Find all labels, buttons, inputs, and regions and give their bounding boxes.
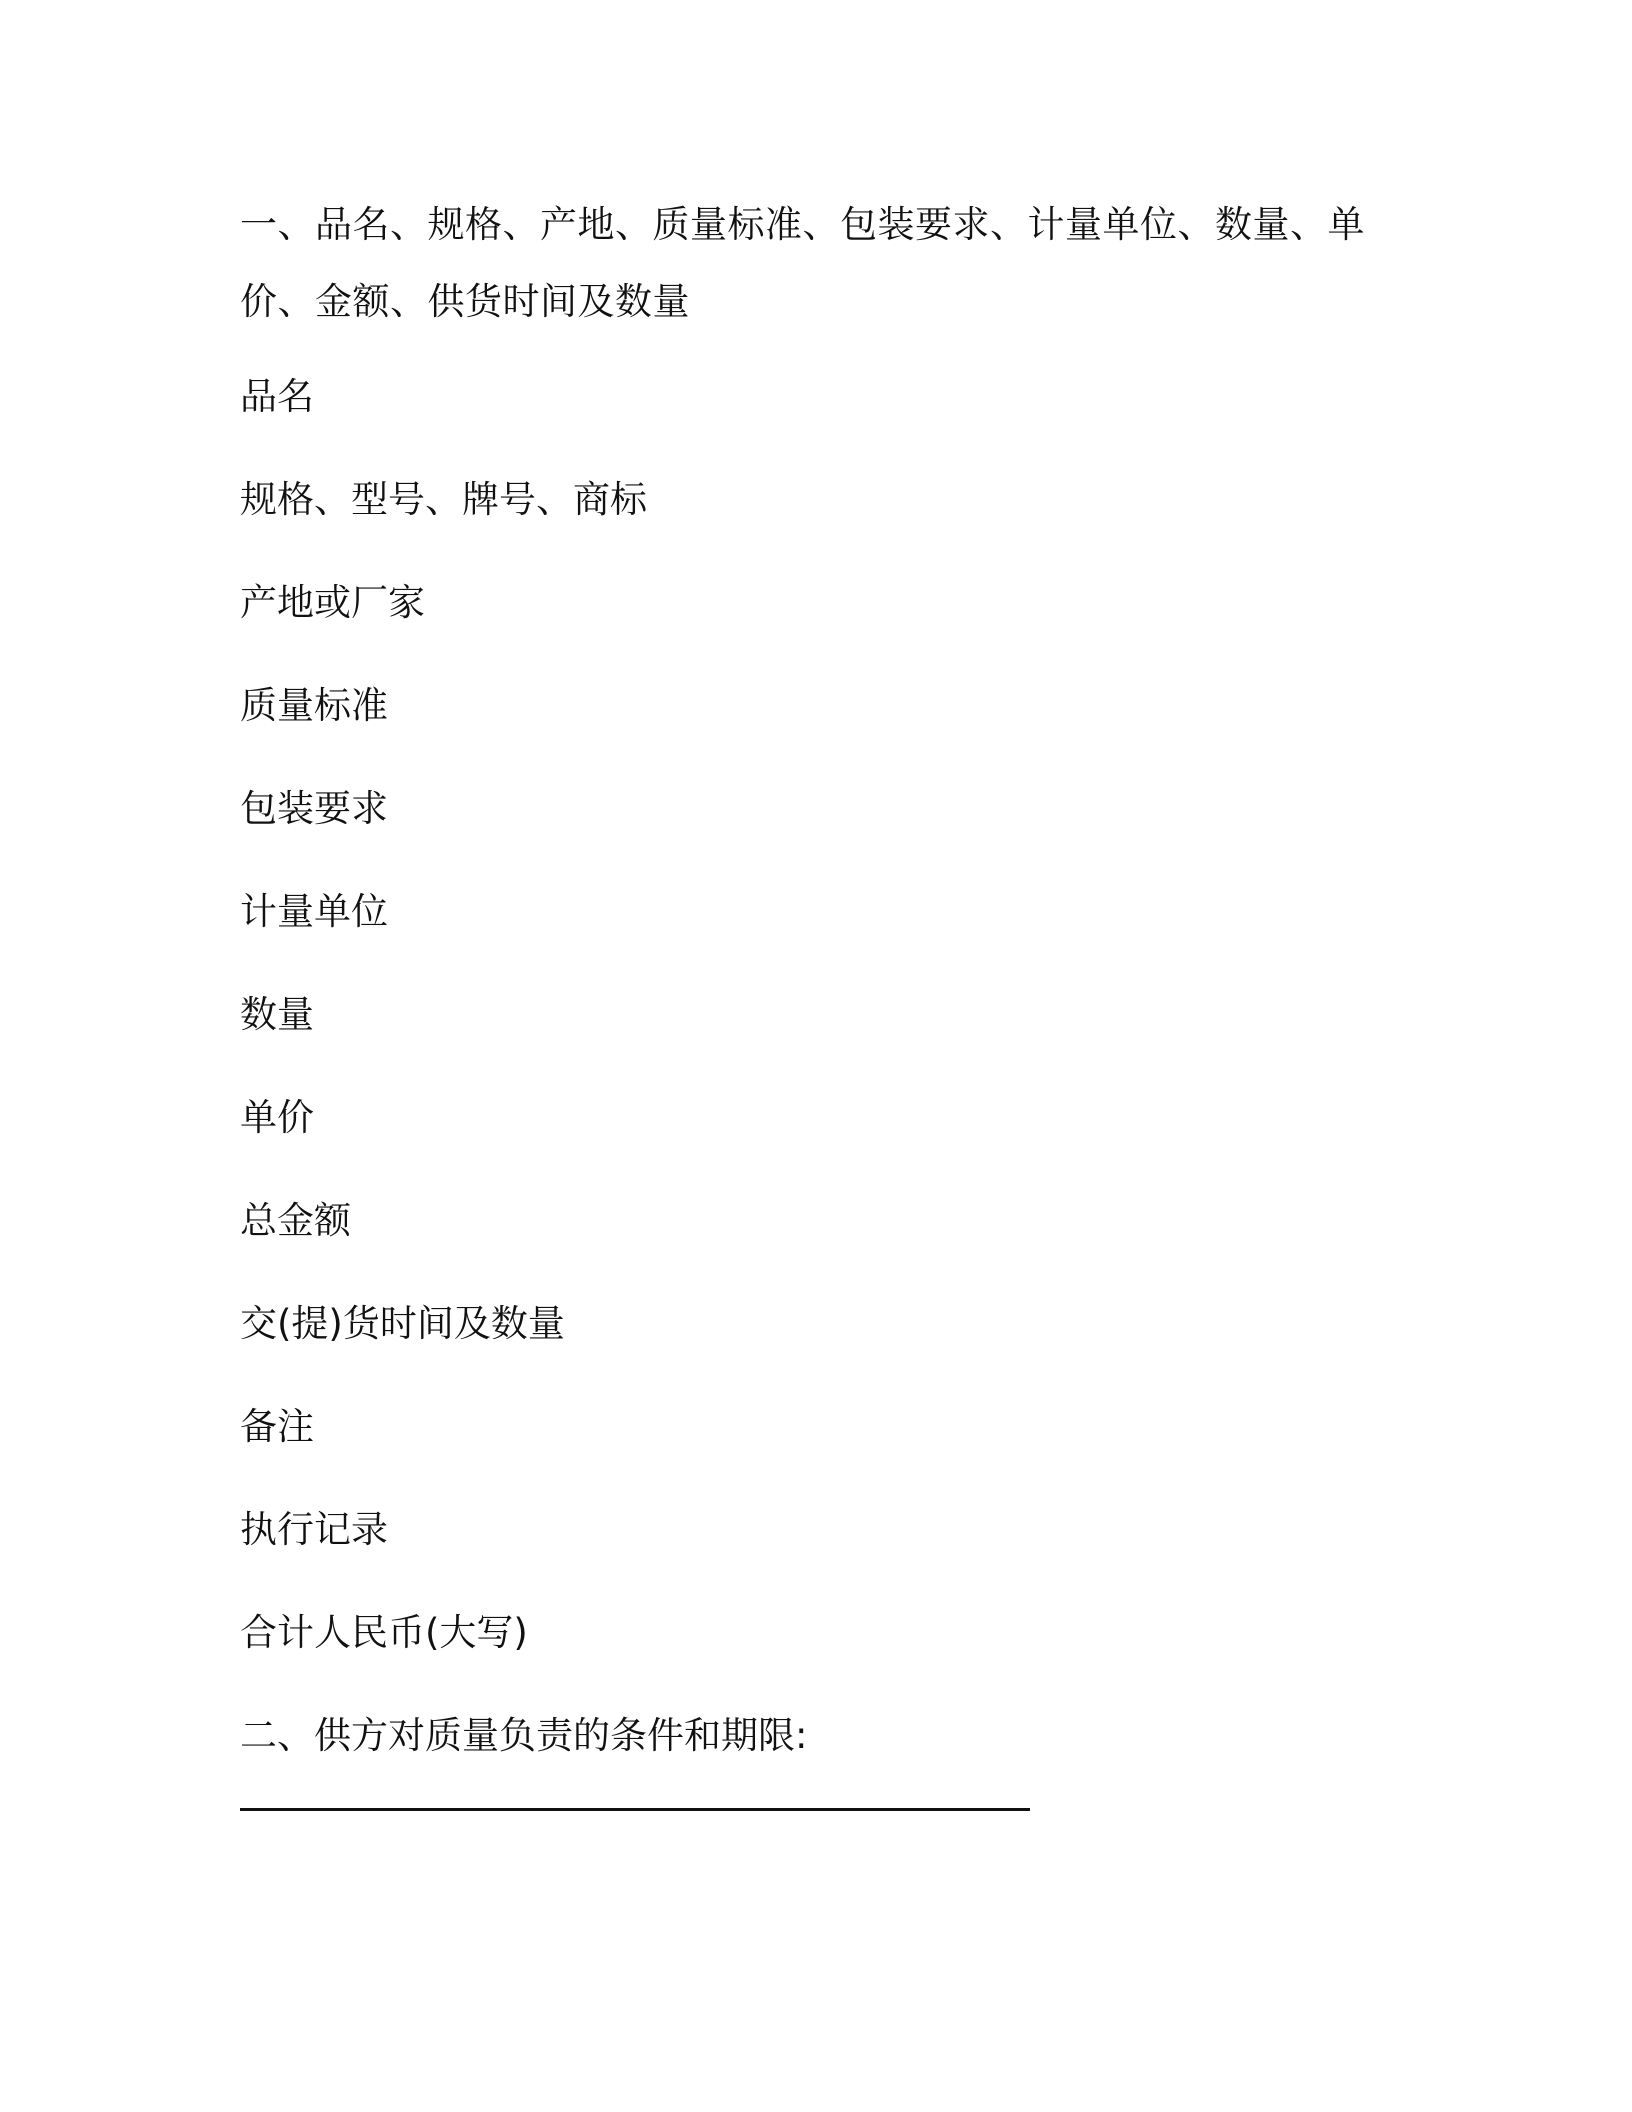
field-label: 备注 [240, 1405, 314, 1448]
section-1-title: 一、品名、规格、产地、质量标准、包装要求、计量单位、数量、单价、金额、供货时间及数量 [240, 203, 1365, 323]
field-label: 产地或厂家 [240, 581, 425, 624]
field-label: 执行记录 [240, 1508, 388, 1551]
field-label: 计量单位 [240, 890, 388, 933]
fill-in-blank-line [240, 1808, 1030, 1811]
field-label: 总金额 [240, 1199, 351, 1242]
document-body [240, 186, 1390, 1811]
field-label: 交(提)货时间及数量 [240, 1302, 565, 1345]
field-label: 品名 [240, 375, 314, 418]
field-label: 单价 [240, 1096, 314, 1139]
field-label: 数量 [240, 993, 314, 1036]
field-list [240, 373, 1390, 1657]
field-label: 质量标准 [240, 684, 388, 727]
section-2-title: 二、供方对质量负责的条件和期限: [240, 1714, 808, 1757]
field-label: 合计人民币(大写) [240, 1611, 528, 1654]
field-label: 规格、型号、牌号、商标 [240, 478, 647, 521]
field-label: 包装要求 [240, 787, 388, 830]
